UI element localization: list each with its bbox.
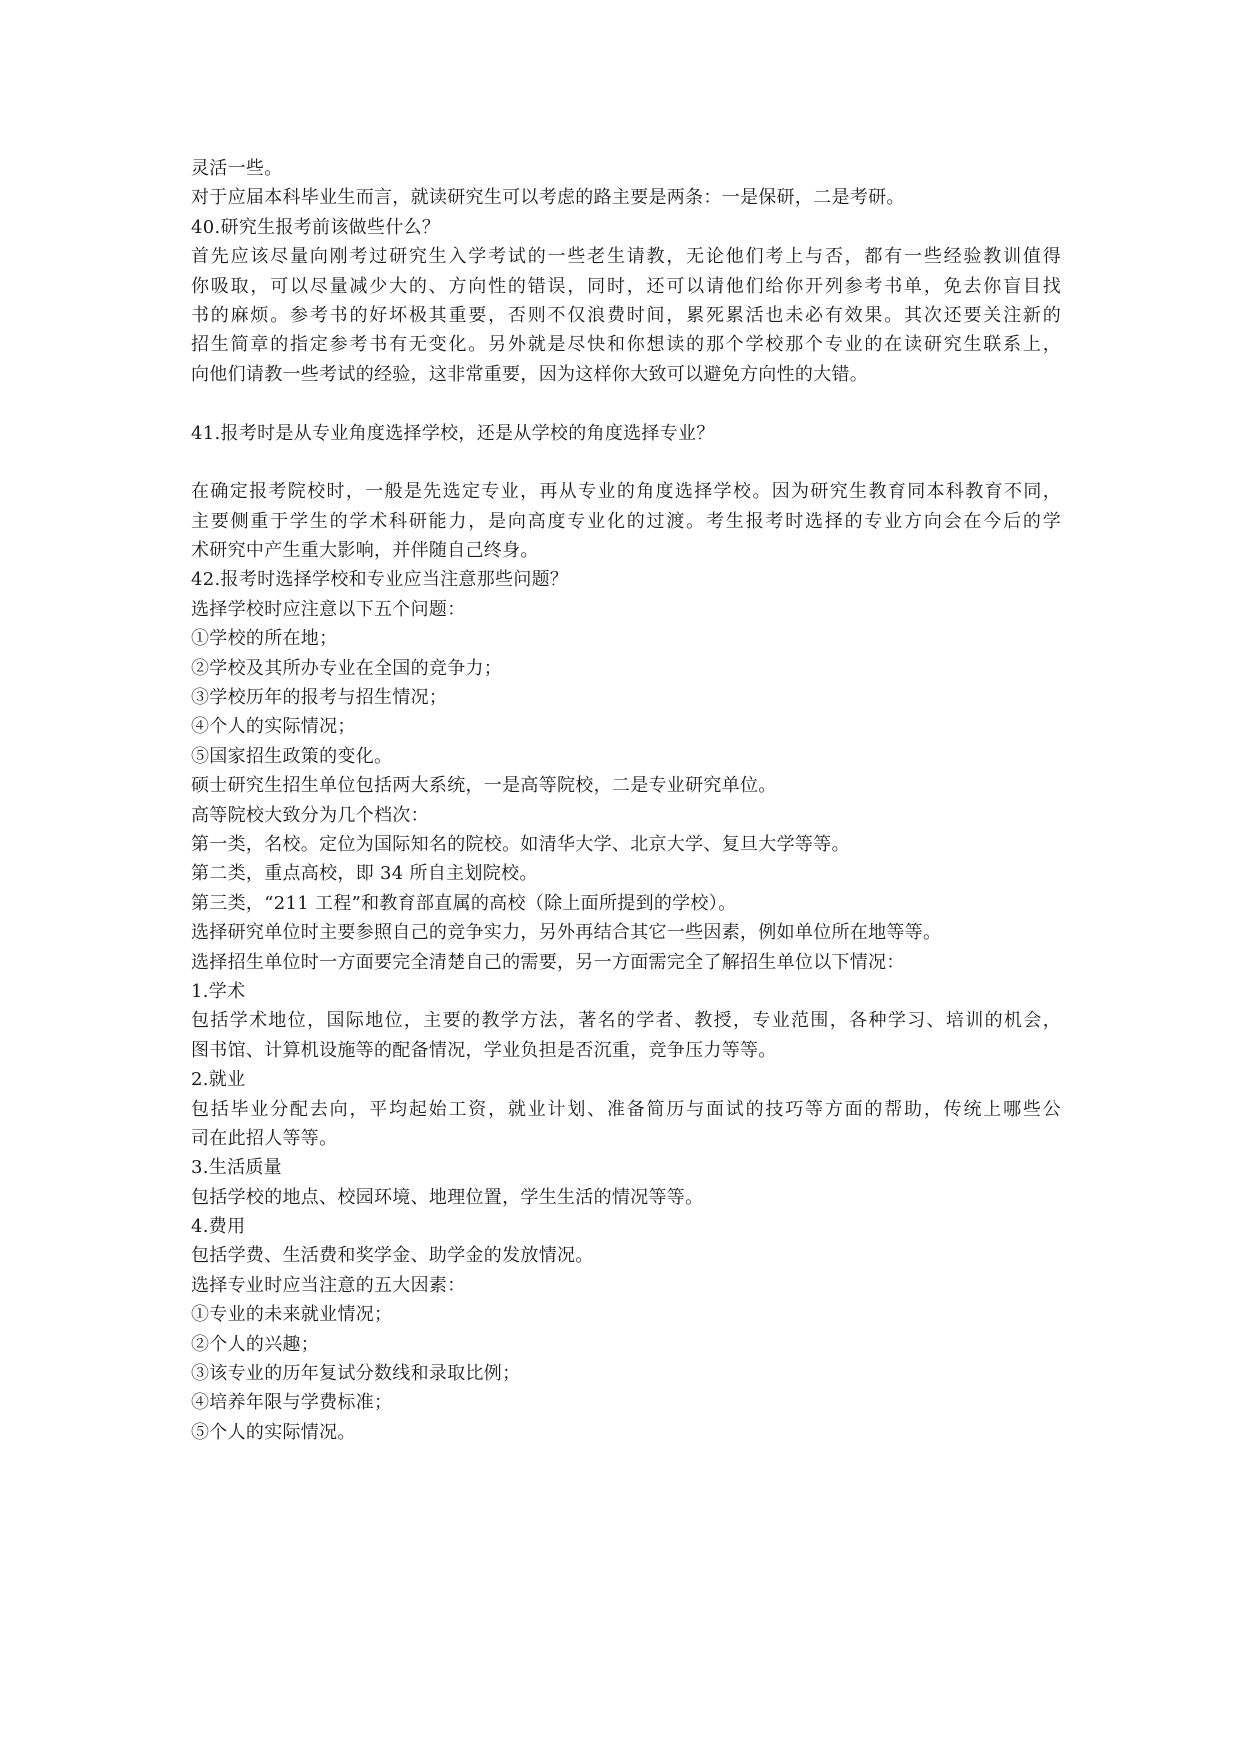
- document-body: [191, 154, 1061, 1447]
- text-line: 在确定报考院校时，一般是先选定专业，再从专业的角度选择学校。因为研究生教育同本科教育不同，: [191, 481, 1061, 503]
- blank-line: [191, 448, 1061, 477]
- section-heading: 4.费用: [191, 1216, 246, 1238]
- text-line: 硕士研究生招生单位包括两大系统，一是高等院校，二是专业研究单位。: [191, 775, 777, 797]
- list-item: ③该专业的历年复试分数线和录取比例；: [191, 1363, 521, 1385]
- list-item: ④培养年限与学费标准；: [191, 1392, 393, 1414]
- question-heading-42: 42.报考时选择学校和专业应当注意那些问题？: [191, 569, 569, 591]
- text-line: 图书馆、计算机设施等的配备情况，学业负担是否沉重，竞争压力等等。: [191, 1039, 777, 1061]
- question-heading-40: 40.研究生报考前该做些什么？: [191, 216, 441, 238]
- section-heading: 3.生活质量: [191, 1157, 282, 1179]
- list-item: ⑤国家招生政策的变化。: [191, 745, 393, 767]
- text-line: 包括学费、生活费和奖学金、助学金的发放情况。: [191, 1245, 594, 1267]
- text-line: 向他们请教一些考试的经验，这非常重要，因为这样你大致可以避免方向性的大错。: [191, 363, 869, 385]
- text-line: 首先应该尽量向刚考过研究生入学考试的一些老生请教，无论他们考上与否，都有一些经验教训值得: [191, 246, 1061, 268]
- text-line: 书的麻烦。参考书的好坏极其重要，否则不仅浪费时间，累死累活也未必有效果。其次还要关注新的: [191, 304, 1061, 326]
- blank-line: [191, 389, 1061, 418]
- text-line: 选择招生单位时一方面要完全清楚自己的需要，另一方面需完全了解招生单位以下情况：: [191, 951, 905, 973]
- text-line: 司在此招人等等。: [191, 1127, 338, 1149]
- list-item: ②个人的兴趣；: [191, 1333, 320, 1355]
- list-item: ⑤个人的实际情况。: [191, 1421, 356, 1443]
- list-item: ③学校历年的报考与招生情况；: [191, 687, 448, 709]
- text-line: 高等院校大致分为几个档次：: [191, 804, 429, 826]
- text-line: 主要侧重于学生的学术科研能力，是向高度专业化的过渡。考生报考时选择的专业方向会在今后的学: [191, 510, 1061, 532]
- text-line: 第一类，名校。定位为国际知名的院校。如清华大学、北京大学、复旦大学等等。: [191, 833, 850, 855]
- text-line: 第二类，重点高校，即 34 所自主划院校。: [191, 863, 538, 885]
- list-item: ①专业的未来就业情况；: [191, 1304, 393, 1326]
- text-line: 包括学校的地点、校园环境、地理位置，学生生活的情况等等。: [191, 1186, 704, 1208]
- text-line: 包括学术地位，国际地位，主要的教学方法，著名的学者、教授，专业范围，各种学习、培训的机会，: [191, 1010, 1061, 1032]
- list-item: ②学校及其所办专业在全国的竞争力；: [191, 657, 503, 679]
- text-line: 招生简章的指定参考书有无变化。另外就是尽快和你想读的那个学校那个专业的在读研究生联系上，: [191, 334, 1061, 356]
- text-line: 第三类，“211 工程”和教育部直属的高校（除上面所提到的学校）。: [191, 892, 737, 914]
- text-line: 对于应届本科毕业生而言，就读研究生可以考虑的路主要是两条：一是保研，二是考研。: [191, 187, 905, 209]
- question-heading-41: 41.报考时是从专业角度选择学校，还是从学校的角度选择专业？: [191, 422, 715, 444]
- text-line: 包括毕业分配去向，平均起始工资，就业计划、准备简历与面试的技巧等方面的帮助，传统上哪些公: [191, 1098, 1061, 1120]
- text-line: 术研究中产生重大影响，并伴随自己终身。: [191, 540, 539, 562]
- section-heading: 1.学术: [191, 980, 246, 1002]
- text-line: 选择专业时应当注意的五大因素：: [191, 1274, 466, 1296]
- section-heading: 2.就业: [191, 1069, 246, 1091]
- text-line: 你吸取，可以尽量减少大的、方向性的错误，同时，还可以请他们给你开列参考书单，免去你盲目找: [191, 275, 1061, 297]
- text-line: 选择研究单位时主要参照自己的竞争实力，另外再结合其它一些因素，例如单位所在地等等。: [191, 922, 942, 944]
- text-line: 灵活一些。: [191, 158, 283, 179]
- list-item: ④个人的实际情况；: [191, 716, 356, 738]
- list-item: ①学校的所在地；: [191, 628, 338, 650]
- text-line: 选择学校时应注意以下五个问题：: [191, 598, 466, 620]
